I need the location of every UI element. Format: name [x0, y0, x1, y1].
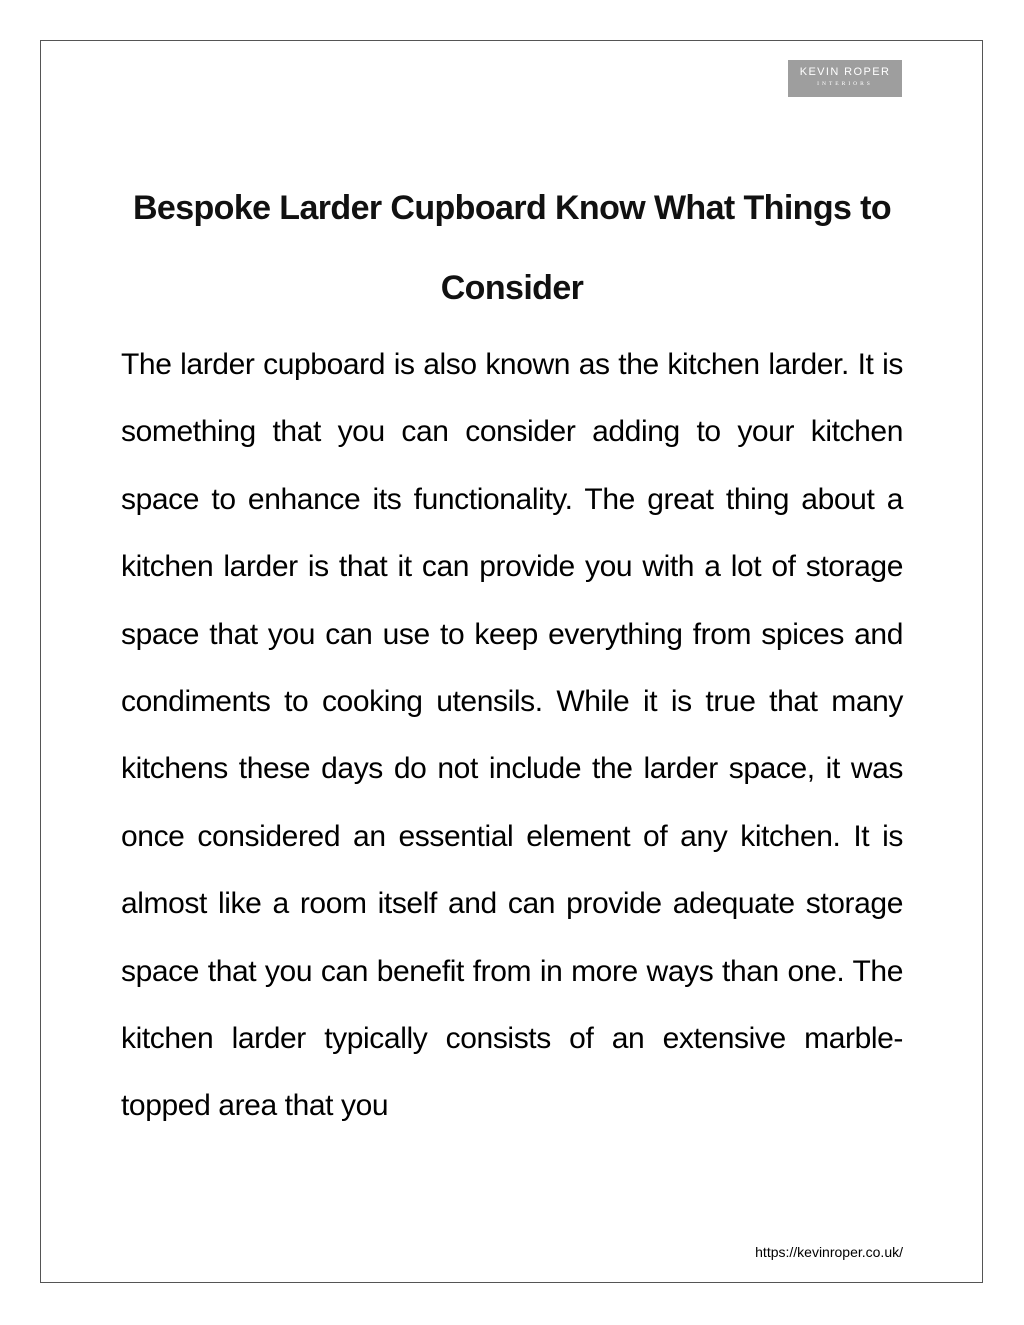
- footer-url: https://kevinroper.co.uk/: [755, 1244, 903, 1260]
- document-title: Bespoke Larder Cupboard Know What Things to Consider: [132, 189, 892, 307]
- body-paragraph: The larder cupboard is also known as the kitchen larder. It is something that you can consider adding to your kitchen space to enhance its functionality. The great thing about a kitchen larder is that it can provide you with a lot of storage space that you can use to keep everything from spices and condiments to cooking utensils. While it is true that many kitchens these days do not include the larder space, it was once considered an essential element of any kitchen. It is almost like a room itself and can provide adequate storage space that you can benefit from in more ways than one. The kitchen larder typically consists of an extensive marble-topped area that you: [121, 348, 903, 1123]
- logo-tagline: INTERIORS: [817, 81, 873, 87]
- brand-logo: [788, 60, 902, 97]
- logo-name: KEVIN ROPER: [799, 66, 891, 78]
